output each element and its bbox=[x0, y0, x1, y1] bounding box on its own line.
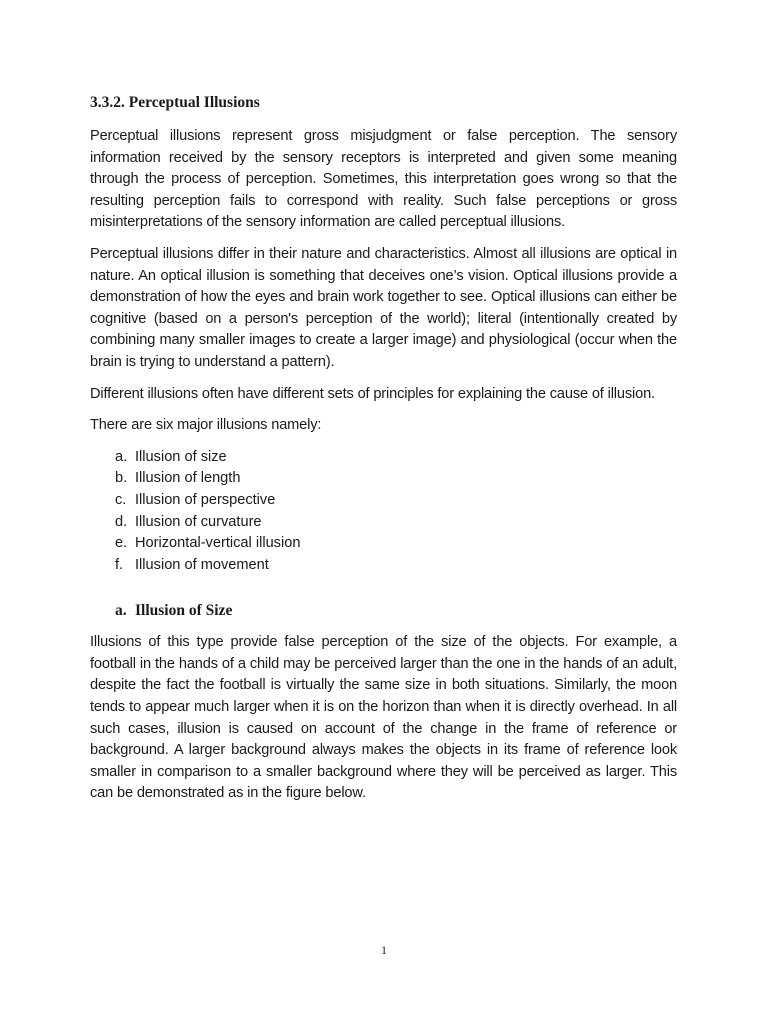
list-marker: e. bbox=[115, 535, 128, 552]
list-marker: f. bbox=[115, 556, 124, 573]
illusion-list bbox=[90, 447, 677, 577]
list-item-text: Illusion of movement bbox=[135, 556, 269, 573]
list-item-text: Illusion of perspective bbox=[135, 491, 276, 508]
list-item bbox=[115, 468, 677, 490]
list-item-text: Horizontal-vertical illusion bbox=[135, 535, 301, 552]
list-item-text: Illusion of size bbox=[135, 448, 227, 465]
list-marker: b. bbox=[115, 470, 128, 487]
subsection-title-text: Illusion of Size bbox=[135, 602, 233, 620]
list-item-text: Illusion of curvature bbox=[135, 513, 262, 530]
list-item bbox=[115, 533, 677, 555]
list-marker: a. bbox=[115, 448, 128, 465]
section-title: 3.3.2. Perceptual Illusions bbox=[90, 94, 260, 111]
list-item bbox=[115, 555, 677, 577]
paragraph-definition: Perceptual illusions represent gross misjudgment or false perception. The sensory information received by the sensory receptors is interpreted and given some meaning through the process of perception. Sometimes, this interpretation goes wrong so that the resulting perception fails to correspond with reality. Such false perceptions or gross misinterpretations of the sensory information are called perceptual illusions. bbox=[90, 128, 677, 231]
paragraph-nature: Perceptual illusions differ in their nature and characteristics. Almost all illusions are optical in nature. An optical illusion is something that deceives one’s vision. Optical illusions provide a demonstration of how the eyes and brain work together to see. Optical illusions can either be cognitive (based on a person's perception of the world); literal (intentionally created by combining many smaller images to create a larger image) and physiological (occur when the brain is trying to understand a pattern). bbox=[90, 245, 677, 370]
list-item bbox=[115, 447, 677, 469]
subsection-title bbox=[115, 598, 677, 624]
paragraph-principles: Different illusions often have different sets of principles for explaining the cause of illusion. bbox=[90, 385, 655, 402]
list-item bbox=[115, 490, 677, 512]
list-item bbox=[115, 512, 677, 534]
document-page bbox=[90, 90, 677, 815]
paragraph-illusion-of-size: Illusions of this type provide false perception of the size of the objects. For example, a football in the hands of a child may be perceived larger than the one in the hands of an adult, despite the fact the football is virtually the same size in both situations. Similarly, the moon tends to appear much larger when it is on the horizon than when it is directly overhead. In all such cases, illusion is caused on account of the change in the frame of reference or background. A larger background always makes the objects in its frame of reference look smaller in comparison to a smaller background where they will be perceived as larger. This can be demonstrated as in the figure below. bbox=[90, 634, 677, 802]
list-marker: c. bbox=[115, 491, 127, 508]
paragraph-list-intro: There are six major illusions namely: bbox=[90, 417, 322, 434]
list-item-text: Illusion of length bbox=[135, 470, 241, 487]
subsection-marker: a. bbox=[115, 602, 127, 620]
page-number: 1 bbox=[381, 943, 387, 957]
list-marker: d. bbox=[115, 513, 128, 530]
